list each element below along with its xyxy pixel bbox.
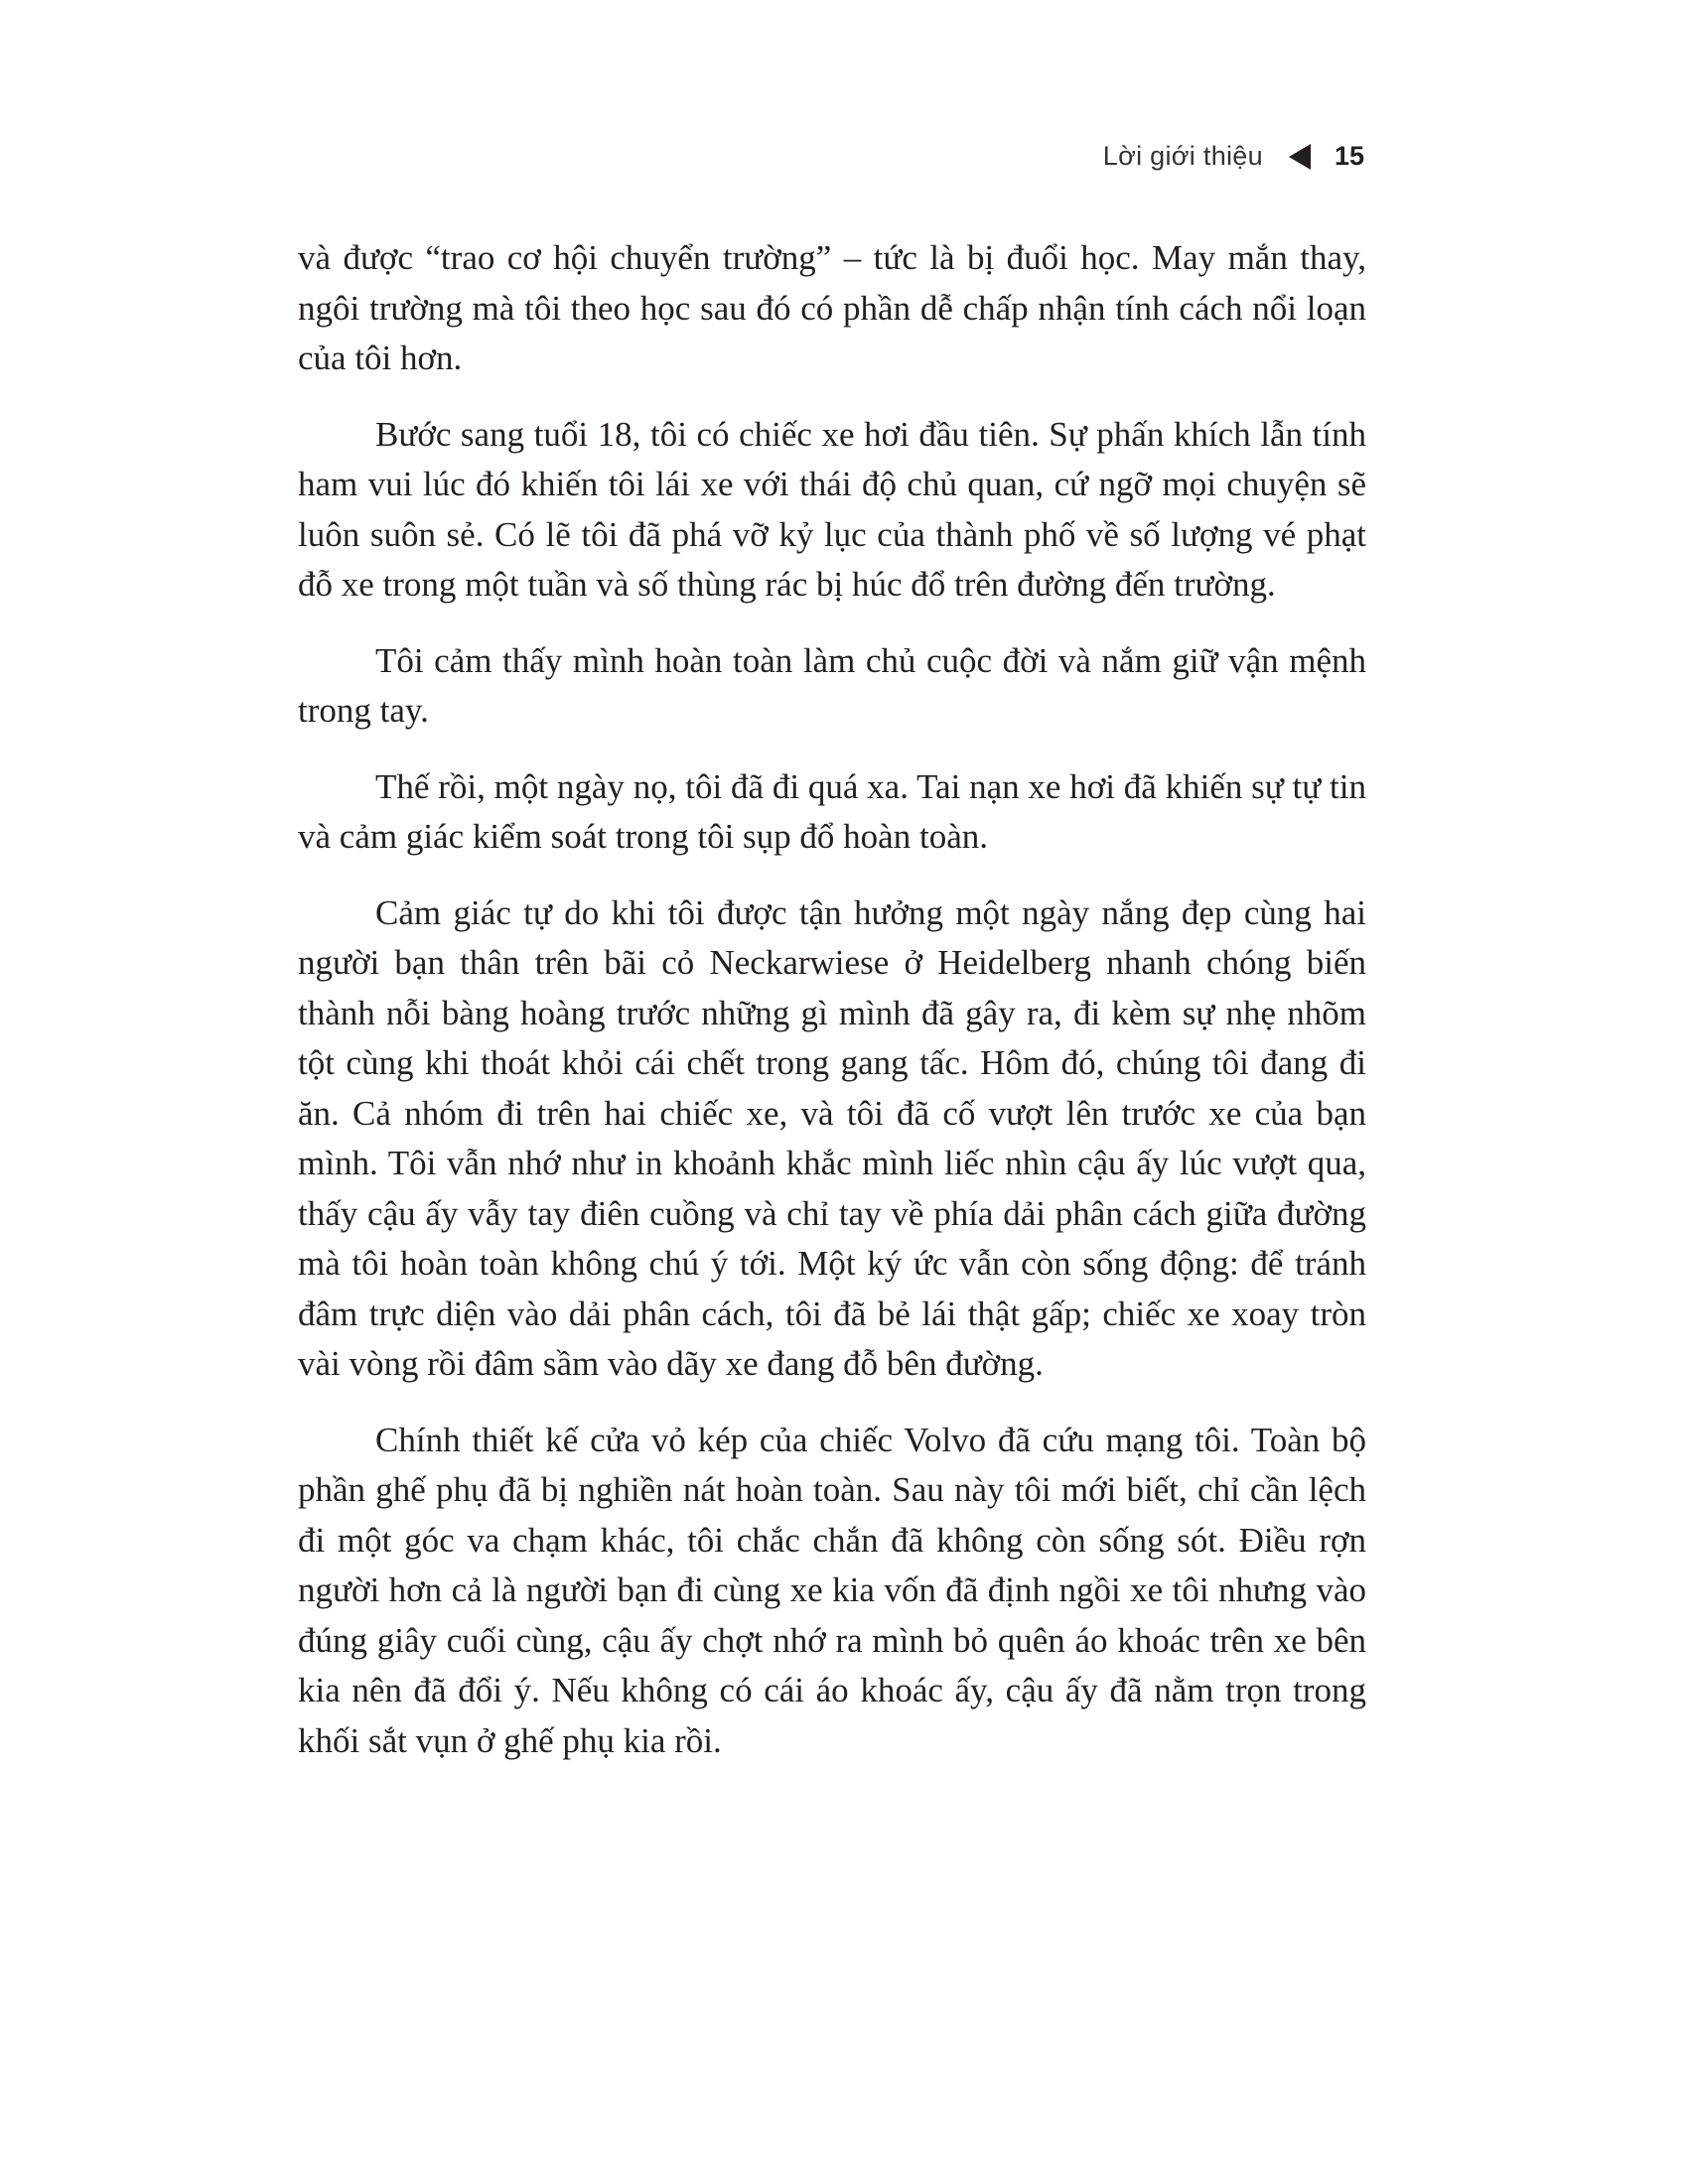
paragraph-4: Thế rồi, một ngày nọ, tôi đã đi quá xa. Tai nạn xe hơi đã khiến sự tự tin và cảm giác kiểm soát trong tôi sụp đổ hoàn toàn. bbox=[298, 766, 1366, 856]
page-number: 15 bbox=[1334, 141, 1364, 171]
paragraph-2: Bước sang tuổi 18, tôi có chiếc xe hơi đầu tiên. Sự phấn khích lẫn tính ham vui lúc đó khiến tôi lái xe với thái độ chủ quan, cứ ngỡ mọi chuyện sẽ luôn suôn sẻ. Có lẽ tôi đã phá vỡ kỷ lục của thành phố về số lượng vé phạt đỗ xe trong một tuần và số thùng rác bị húc đổ trên đường đến trường. bbox=[298, 414, 1366, 604]
paragraph-5: Cảm giác tự do khi tôi được tận hưởng một ngày nắng đẹp cùng hai người bạn thân trên bãi cỏ Neckarwiese ở Heidelberg nhanh chóng biến thành nỗi bàng hoàng trước những gì mình đã gây ra, đi kèm sự nhẹ nhõm tột cùng khi thoát khỏi cái chết trong gang tấc. Hôm đó, chúng tôi đang đi ăn. Cả nhóm đi trên hai chiếc xe, và tôi đã cố vượt lên trước xe của bạn mình. Tôi vẫn nhớ như in khoảnh khắc mình liếc nhìn cậu ấy lúc vượt qua, thấy cậu ấy vẫy tay điên cuồng và chỉ tay về phía dải phân cách giữa đường mà tôi hoàn toàn không chú ý tới. Một ký ức vẫn còn sống động: để tránh đâm trực diện vào dải phân cách, tôi đã bẻ lái thật gấp; chiếc xe xoay tròn vài vòng rồi đâm sầm vào dãy xe đang đỗ bên đường. bbox=[298, 892, 1366, 1383]
section-title: Lời giới thiệu bbox=[1102, 141, 1263, 171]
paragraph-6: Chính thiết kế cửa vỏ kép của chiếc Volvo đã cứu mạng tôi. Toàn bộ phần ghế phụ đã bị nghiền nát hoàn toàn. Sau này tôi mới biết, chỉ cần lệch đi một góc va chạm khác, tôi chắc chắn đã không còn sống sót. Điều rợn người hơn cả là người bạn đi cùng xe kia vốn đã định ngồi xe tôi nhưng vào đúng giây cuối cùng, cậu ấy chợt nhớ ra mình bỏ quên áo khoác trên xe bên kia nên đã đổi ý. Nếu không có cái áo khoác ấy, cậu ấy đã nằm trọn trong khối sắt vụn ở ghế phụ kia rồi. bbox=[298, 1420, 1366, 1760]
body-text bbox=[298, 233, 1366, 1792]
running-header bbox=[1103, 143, 1364, 170]
paragraph-3: Tôi cảm thấy mình hoàn toàn làm chủ cuộc đời và nắm giữ vận mệnh trong tay. bbox=[298, 640, 1366, 730]
paragraph-1: và được “trao cơ hội chuyển trường” – tức là bị đuổi học. May mắn thay, ngôi trường mà tôi theo học sau đó có phần dễ chấp nhận tính cách nổi loạn của tôi hơn. bbox=[298, 238, 1366, 377]
triangle-left-icon bbox=[1289, 144, 1311, 170]
